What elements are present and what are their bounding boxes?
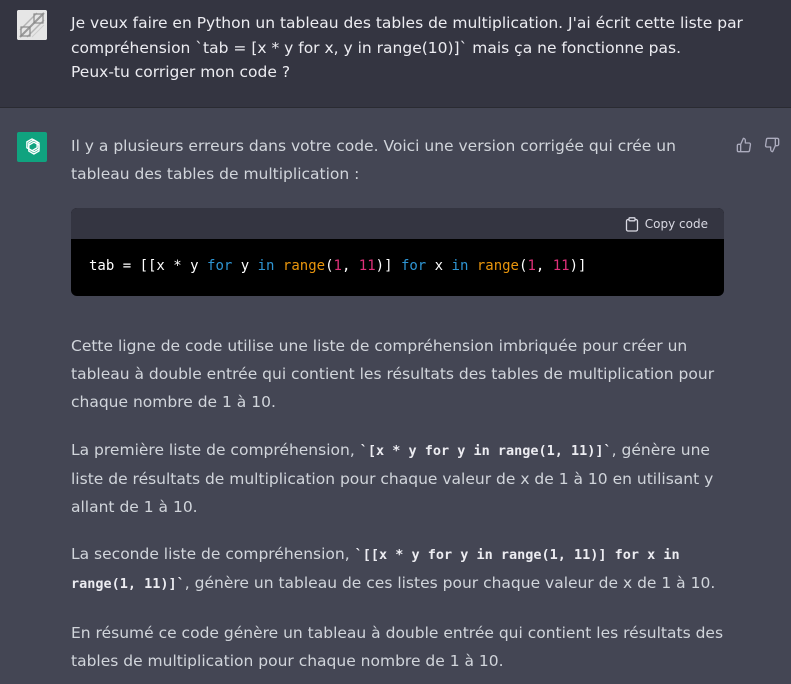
- code-token: y: [232, 258, 258, 274]
- code-token: )]: [375, 258, 401, 274]
- code-keyword: for: [400, 258, 427, 274]
- assistant-paragraph-1: Cette ligne de code utilise une liste de compréhension imbriquée pour créer un tableau à double entrée qui contient les résultats des tables de multiplication pour chaque nombre de 1 à 10.: [71, 337, 715, 411]
- assistant-message-row: [0, 108, 791, 684]
- assistant-paragraph-2: [71, 436, 725, 521]
- code-keyword: in: [257, 258, 275, 274]
- assistant-paragraph-3: [71, 540, 725, 598]
- thumbs-down-icon[interactable]: [764, 137, 780, 153]
- feedback-buttons: [736, 137, 780, 153]
- code-token: tab = [[x * y: [89, 258, 208, 274]
- paragraph-text: , génère un tableau de ces listes pour chaque valeur de x de 1 à 10.: [184, 574, 716, 592]
- paragraph-text: La seconde liste de compréhension,: [71, 545, 355, 563]
- code-number: 11: [552, 258, 570, 274]
- thumbs-up-icon[interactable]: [736, 137, 752, 153]
- code-number: 11: [358, 258, 376, 274]
- code-token: ,: [535, 258, 553, 274]
- user-message-text: Je veux faire en Python un tableau des tables de multiplication. J'ai écrit cette liste par compréhension `tab = [x * y for x, y in range(10)]` mais ça ne fonctionne pas. Peux-tu corriger mon code ?: [71, 14, 743, 81]
- user-avatar-icon: [17, 10, 47, 40]
- code-keyword: for: [207, 258, 233, 274]
- copy-code-label: Copy code: [644, 217, 708, 231]
- assistant-paragraph-4: En résumé ce code génère un tableau à double entrée qui contient les résultats des tables de multiplication pour chaque nombre de 1 à 10.: [71, 624, 724, 670]
- code-function: range: [476, 258, 519, 274]
- code-number: 1: [333, 258, 342, 274]
- code-token: ,: [341, 258, 359, 274]
- inline-code: `[x * y for y in range(1, 11)]`: [359, 443, 612, 459]
- paragraph-text: La première liste de compréhension,: [71, 441, 360, 459]
- assistant-intro-text: Il y a plusieurs erreurs dans votre code. Voici une version corrigée qui crée un tableau des tables de multiplication :: [71, 137, 676, 183]
- code-block-header: [71, 208, 724, 239]
- openai-logo-icon: [17, 132, 47, 162]
- code-number: 1: [527, 258, 536, 274]
- code-token: [468, 258, 476, 274]
- clipboard-icon: [625, 217, 639, 232]
- code-token: [274, 258, 282, 274]
- paragraph-text: , génère une liste de résultats de multiplication pour chaque valeur de x de 1 à 10 en utilisant y allant de 1 à 10.: [71, 441, 714, 516]
- copy-code-button[interactable]: [625, 215, 708, 233]
- code-token: )]: [569, 258, 587, 274]
- code-token: (: [519, 258, 528, 274]
- code-content: [71, 239, 724, 293]
- code-token: (: [325, 258, 334, 274]
- inline-code: `[[x * y for y in range(1, 11)] for x in range(1, 11)]`: [71, 547, 680, 592]
- code-block: [71, 208, 724, 296]
- user-message-row: [0, 0, 791, 108]
- code-function: range: [282, 258, 326, 274]
- code-token: x: [426, 258, 452, 274]
- code-keyword: in: [451, 258, 469, 274]
